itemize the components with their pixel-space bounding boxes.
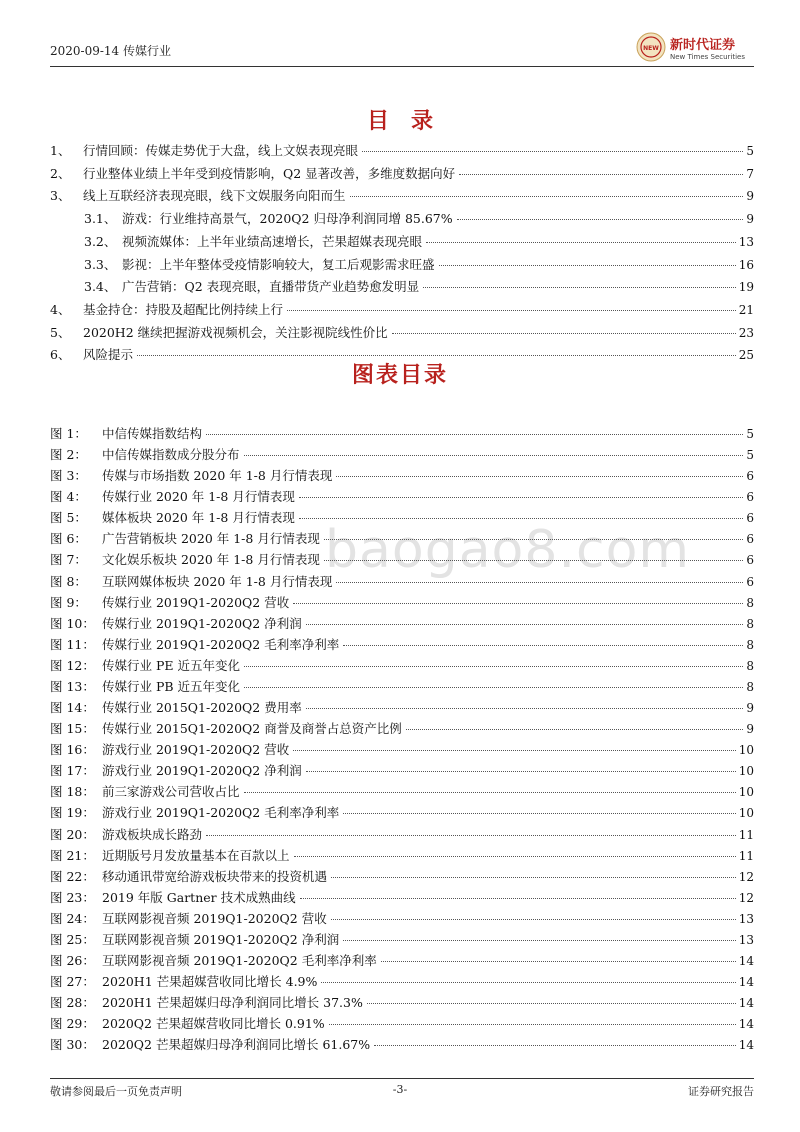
page-number: -3- [392,1083,408,1096]
figure-entry-title: 互联网影视音频 2019Q1-2020Q2 净利润 [102,931,340,947]
toc-entry-number: 3.3、 [84,256,117,272]
dot-leader [343,645,743,646]
toc-entry[interactable] [50,164,754,182]
toc-entry-number: 6、 [50,347,71,363]
dot-leader [350,196,744,197]
figure-entry[interactable] [50,993,754,1011]
dot-leader [381,961,736,962]
dot-leader [423,287,736,288]
figure-entry-page: 14 [738,1017,754,1032]
dot-leader [367,1003,736,1004]
toc-entry-number: 5、 [50,324,71,340]
figure-entry-page: 6 [746,574,754,589]
figure-entry[interactable] [50,846,754,864]
figure-entry-page: 8 [746,658,754,673]
toc-entry-page: 9 [746,212,754,227]
figure-entry[interactable] [50,1014,754,1032]
figure-entry-title: 互联网影视音频 2019Q1-2020Q2 毛利率净利率 [102,953,377,968]
figure-entry-title: 游戏行业 2019Q1-2020Q2 毛利率净利率 [102,805,340,821]
figure-entry-number: 图 16： [50,742,95,758]
figure-entry-page: 14 [738,954,754,968]
toc-entry-number: 4、 [50,301,71,317]
figure-entry-page: 10 [738,785,754,800]
figure-entry[interactable] [50,782,754,800]
figure-entry[interactable] [50,550,754,568]
footer-report-type: 证券研究报告 [688,1085,754,1098]
figure-entry-number: 图 3： [50,468,87,484]
dot-leader [206,835,736,836]
figure-entry-number: 图 14： [50,700,95,716]
figure-entry[interactable] [50,656,754,674]
toc-entry-page: 5 [746,144,754,158]
figure-list-title: 图表目录 [351,363,448,388]
figure-entry-title: 传媒行业 PB 近五年变化 [102,678,241,694]
toc-entry[interactable] [84,277,754,295]
toc-entry[interactable] [84,255,754,273]
toc-entry-title: 广告营销：Q2 表现亮眼，直播带货产业趋势愈发明显 [122,279,420,295]
figure-entry-number: 图 21： [50,847,95,863]
figure-entry-page: 13 [738,932,754,947]
dot-leader [287,310,736,311]
dot-leader [392,333,736,334]
figure-entry-title: 广告营销板块 2020 年 1-8 月行情表现 [102,531,320,547]
figure-entry[interactable] [50,698,754,716]
dot-leader [244,455,744,456]
dot-leader [331,877,736,878]
dot-leader [299,518,744,519]
dot-leader [294,856,736,857]
dot-leader [244,792,736,793]
toc-entry-number: 1、 [50,143,71,158]
dot-leader [306,624,744,625]
figure-entry-page: 14 [738,996,754,1011]
figure-entry-number: 图 7： [50,552,87,568]
toc-entry-number: 2、 [50,165,71,181]
dot-leader [439,265,736,266]
figure-entry-number: 图 11： [50,636,95,652]
figure-entry-title: 移动通讯带宽给游戏板块带来的投资机遇 [102,868,328,884]
toc-entry-title: 游戏：行业维持高景气，2020Q2 归母净利润同增 85.67% [122,211,453,227]
figure-entry-page: 6 [746,490,754,505]
dot-leader [406,729,744,730]
header-date-industry: 2020-09-14 传媒行业 [50,44,172,58]
figure-entry-page: 8 [746,637,754,652]
figure-entry-page: 10 [738,806,754,821]
dot-leader [362,151,743,152]
logo-badge-icon [636,32,666,62]
figure-entry[interactable] [50,867,754,885]
figure-entry-title: 传媒行业 2015Q1-2020Q2 商誉及商誉占总资产比例 [102,721,402,737]
figure-entry-page: 12 [738,869,754,884]
figure-entry[interactable] [50,825,754,843]
figure-entry-page: 6 [746,553,754,568]
figure-entry-number: 图 6： [50,531,87,547]
dot-leader [293,603,743,604]
figure-entry-number: 图 20： [50,826,95,842]
dot-leader [293,750,736,751]
figure-entry-number: 图 27： [50,974,95,990]
dot-leader [426,242,736,243]
dot-leader [206,434,743,435]
toc-entry-page: 13 [738,234,754,249]
figure-entry-page: 10 [738,743,754,758]
figure-entry-title: 传媒行业 2019Q1-2020Q2 净利润 [102,615,302,631]
toc-entry-number: 3.2、 [84,233,117,249]
figure-entry-number: 图 2： [50,447,87,463]
dot-leader [299,497,744,498]
figure-entry[interactable] [50,677,754,695]
dot-leader [306,771,736,772]
figure-entry-title: 2019 年版 Gartner 技术成熟曲线 [102,889,296,905]
figure-entry-number: 图 13： [50,678,95,694]
figure-entry-number: 图 5： [50,510,87,526]
toc-entry-number: 3.1、 [84,211,117,227]
company-logo [636,32,754,68]
figure-entry-title: 游戏板块成长路劲 [102,826,203,842]
figure-entry-page: 8 [746,679,754,694]
figure-entry[interactable] [50,487,754,505]
dot-leader [300,898,736,899]
figure-entry[interactable] [50,972,754,990]
figure-entry-page: 5 [746,427,754,441]
figure-entry-page: 14 [738,975,754,990]
toc-entry-title: 2020H2 继续把握游戏视频机会，关注影视院线性价比 [83,324,388,340]
toc-title: 目录 [366,109,455,134]
svg-text:NEW: NEW [643,45,659,52]
figure-entry-number: 图 17： [50,763,95,779]
figure-entry-page: 11 [738,827,754,842]
figure-entry-title: 中信传媒指数结构 [102,426,203,441]
header-rule [50,66,754,67]
figure-entry-title: 2020H1 芒果超媒营收同比增长 4.9% [102,974,318,990]
figure-entry-number: 图 29： [50,1016,95,1032]
toc-entry-page: 23 [738,325,754,340]
dot-leader [331,919,736,920]
toc-entry-title: 行情回顾：传媒走势优于大盘，线上文娱表现亮眼 [83,143,359,158]
figure-entry-number: 图 19： [50,805,95,821]
toc-entry-title: 视频流媒体：上半年业绩高速增长，芒果超媒表现亮眼 [122,233,423,249]
watermark: baogao8.com [325,520,691,580]
figure-entry-title: 文化娱乐板块 2020 年 1-8 月行情表现 [102,552,320,568]
figure-entry-number: 图 15： [50,721,95,737]
toc-entry[interactable] [50,300,754,318]
figure-entry-number: 图 10： [50,615,95,631]
figure-entry-title: 媒体板块 2020 年 1-8 月行情表现 [102,510,295,526]
figure-entry[interactable] [50,719,754,737]
figure-entry-number: 图 8： [50,573,87,589]
figure-entry[interactable] [50,740,754,758]
figure-entry[interactable] [50,803,754,821]
figure-entry[interactable] [50,593,754,611]
figure-entry-title: 传媒行业 2019Q1-2020Q2 毛利率净利率 [102,636,340,652]
dot-leader [324,560,744,561]
figure-entry-page: 13 [738,911,754,926]
figure-entry-title: 游戏行业 2019Q1-2020Q2 营收 [102,742,290,758]
figure-entry-page: 6 [746,511,754,526]
dot-leader [336,582,743,583]
toc-entry-page: 19 [738,280,754,295]
figure-entry-number: 图 26： [50,953,95,968]
figure-entry[interactable] [50,572,754,590]
figure-entry-page: 9 [746,701,754,716]
figure-entry-title: 传媒与市场指数 2020 年 1-8 月行情表现 [102,468,333,484]
toc-entry-title: 基金持仓：持股及超配比例持续上行 [83,301,284,317]
figure-entry[interactable] [50,909,754,927]
toc-entry-page: 21 [738,302,754,317]
toc-entry-title: 行业整体业绩上半年受到疫情影响，Q2 显著改善，多维度数据向好 [83,165,456,181]
toc-entry-title: 风险提示 [83,347,134,363]
figure-entry[interactable] [50,445,754,463]
toc-entry[interactable] [84,232,754,250]
figure-entry-page: 6 [746,532,754,547]
figure-entry-page: 14 [738,1038,754,1053]
toc-entry[interactable] [84,209,754,227]
figure-entry-title: 2020Q2 芒果超媒营收同比增长 0.91% [102,1016,325,1032]
toc-entry-number: 3.4、 [84,279,117,295]
figure-entry-page: 8 [746,616,754,631]
figure-entry-page: 8 [746,595,754,610]
figure-entry[interactable] [50,508,754,526]
figure-entry-number: 图 18： [50,784,95,800]
dot-leader [244,687,743,688]
figure-entry[interactable] [50,1035,754,1053]
footer-disclaimer: 敬请参阅最后一页免责声明 [50,1085,182,1098]
figure-entry[interactable] [50,888,754,906]
dot-leader [336,476,743,477]
figure-entry-number: 图 22： [50,868,95,884]
figure-entry[interactable] [50,761,754,779]
dot-leader [374,1045,736,1046]
figure-entry[interactable] [50,424,754,442]
figure-entry-page: 6 [746,469,754,484]
figure-entry-title: 传媒行业 2020 年 1-8 月行情表现 [102,489,295,505]
toc-entry-title: 线上互联经济表现亮眼，线下文娱服务向阳而生 [83,188,346,204]
figure-entry-page: 9 [746,722,754,737]
figure-entry-number: 图 1： [50,426,87,441]
toc-entry-number: 3、 [50,188,71,204]
toc-entry-page: 16 [738,257,754,272]
figure-entry-page: 12 [738,890,754,905]
figure-entry-title: 互联网媒体板块 2020 年 1-8 月行情表现 [102,573,333,589]
dot-leader [329,1024,736,1025]
figure-entry[interactable] [50,466,754,484]
figure-entry-title: 传媒行业 2019Q1-2020Q2 营收 [102,594,290,610]
toc-entry[interactable] [50,186,754,204]
figure-entry-number: 图 23： [50,889,95,905]
figure-entry[interactable] [50,614,754,632]
dot-leader [324,539,744,540]
figure-entry-title: 前三家游戏公司营收占比 [102,784,240,800]
dot-leader [244,666,743,667]
figure-entry-page: 10 [738,764,754,779]
logo-chinese-name: 新时代证券 [670,38,736,53]
dot-leader [343,813,736,814]
figure-entry[interactable] [50,635,754,653]
dot-leader [457,219,744,220]
toc-entry[interactable] [50,141,754,159]
figure-entry[interactable] [50,930,754,948]
figure-entry-title: 游戏行业 2019Q1-2020Q2 净利润 [102,763,302,779]
figure-entry-number: 图 30： [50,1037,95,1053]
figure-entry-title: 2020H1 芒果超媒归母净利润同比增长 37.3% [102,995,363,1011]
figure-entry-number: 图 9： [50,594,87,610]
figure-entry-number: 图 4： [50,489,87,505]
figure-entry-number: 图 25： [50,931,95,947]
figure-entry-title: 中信传媒指数成分股分布 [102,447,240,463]
toc-entry-page: 9 [746,189,754,204]
dot-leader [306,708,744,709]
toc-entry-title: 影视：上半年整体受疫情影响较大，复工后观影需求旺盛 [122,256,435,272]
figure-entry[interactable] [50,529,754,547]
figure-entry-page: 11 [738,848,754,863]
logo-english-name: New Times Securities [670,53,745,61]
dot-leader [137,355,736,356]
figure-entry-title: 互联网影视音频 2019Q1-2020Q2 营收 [102,910,327,926]
toc-entry-page: 25 [738,348,754,363]
figure-entry-number: 图 12： [50,657,95,673]
toc-entry[interactable] [50,323,754,341]
figure-entry-title: 近期版号月发放量基本在百款以上 [102,847,290,863]
figure-entry-title: 2020Q2 芒果超媒归母净利润同比增长 61.67% [102,1037,371,1053]
footer-rule [50,1078,754,1079]
figure-entry-number: 图 24： [50,910,95,926]
figure-entry-page: 5 [746,448,754,463]
dot-leader [459,174,743,175]
toc-entry-page: 7 [746,166,754,181]
dot-leader [343,940,736,941]
figure-entry[interactable] [50,951,754,969]
figure-entry-title: 传媒行业 PE 近五年变化 [102,657,240,673]
dot-leader [321,982,735,983]
figure-entry-number: 图 28： [50,995,95,1011]
figure-entry-title: 传媒行业 2015Q1-2020Q2 费用率 [102,700,302,716]
